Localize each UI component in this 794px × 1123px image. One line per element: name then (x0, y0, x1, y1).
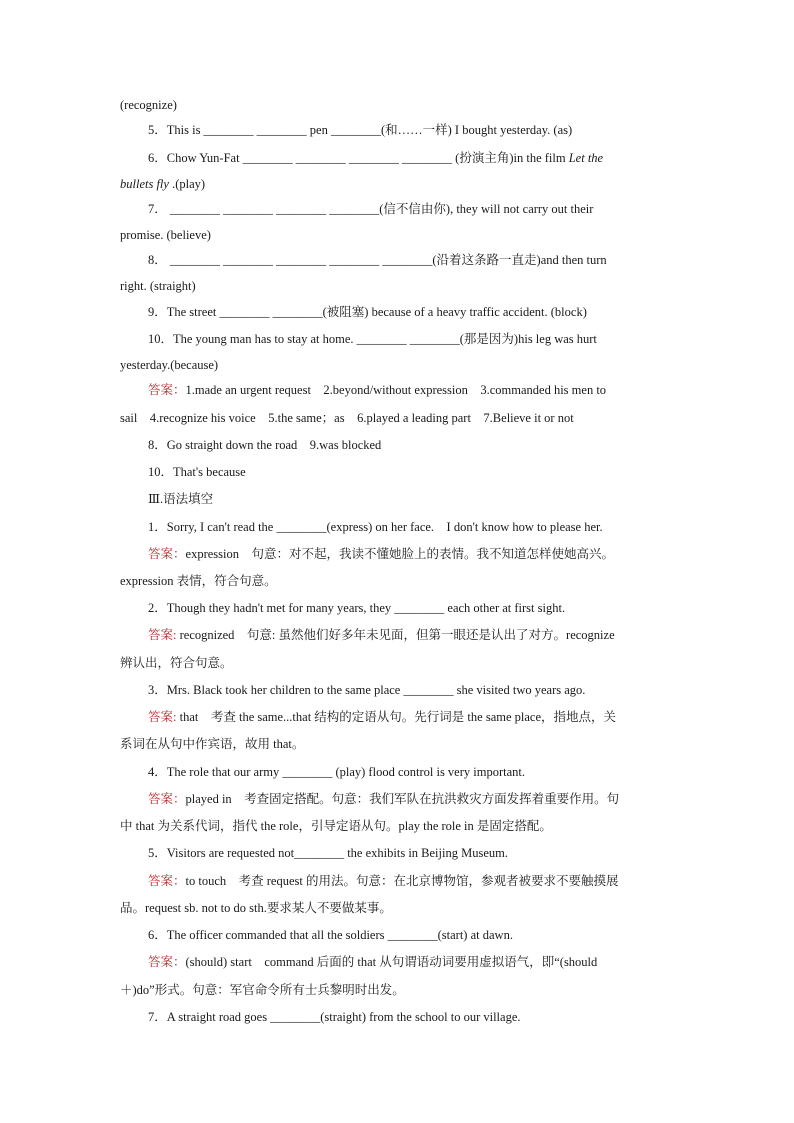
exercise-10: 10．The young man has to stay at home. ________ ________(那是因为)his leg was hurt (148, 332, 597, 346)
text-line: 中 that 为关系代词，指代 the role，引导定语从句。play the role in 是固定搭配。 (120, 819, 552, 833)
answer-text: recognized 句意: 虽然他们好多年未见面，但第一眼还是认出了对方。recognize (176, 628, 615, 642)
answer-text: played in 考查固定搭配。句意：我们军队在抗洪救灾方面发挥着重要作用。句 (185, 792, 620, 806)
text-line: 8．Go straight down the road 9.was blocked (148, 438, 382, 452)
text-line: 10．That's because (148, 465, 246, 479)
text-segment: .(play) (168, 177, 206, 191)
question-7: 7．A straight road goes ________(straight) from the school to our village. (148, 1010, 521, 1024)
text-segment: 6．Chow Yun-Fat ________ ________ ________ ________ (扮演主角)in the film (148, 151, 569, 165)
section-heading: Ⅲ.语法填空 (148, 492, 214, 506)
text-line: right. (straight) (120, 279, 196, 293)
text-line: sail 4.recognize his voice 5.the same；as 6.played a leading part 7.Believe it or not (120, 411, 574, 425)
exercise-9: 9．The street ________ ________(被阻塞) because of a heavy traffic accident. (block) (148, 305, 587, 319)
question-6: 6．The officer commanded that all the soldiers ________(start) at dawn. (148, 928, 513, 942)
text-line: (recognize) (120, 98, 177, 112)
film-title: Let the (568, 151, 604, 165)
exercise-6 (148, 150, 603, 166)
exercise-8: 8． ________ ________ ________ ________ ________(沿着这条路一直走)and then turn (148, 253, 607, 267)
answer-text: that 考查 the same...that 结构的定语从句。先行词是 the same place，指地点，关 (176, 710, 616, 724)
question-5: 5．Visitors are requested not________ the exhibits in Beijing Museum. (148, 846, 508, 860)
answer-text: expression 句意：对不起，我读不懂她脸上的表情。我不知道怎样使她高兴。 (185, 547, 614, 561)
answer-line (148, 791, 619, 807)
answer-label: 答案： (148, 874, 186, 888)
answer-label: 答案： (148, 792, 186, 806)
answer-line (148, 873, 618, 889)
answer-line (148, 627, 615, 643)
answer-line (148, 709, 616, 725)
text-line: yesterday.(because) (120, 358, 219, 372)
text-line: ＋)do”形式。句意：军官命令所有士兵黎明时出发。 (120, 983, 405, 997)
answer-text: 1.made an urgent request 2.beyond/without expression 3.commanded his men to (185, 383, 607, 397)
text-line: 辨认出，符合句意。 (120, 656, 233, 670)
text-line: 品。request sb. not to do sth.要求某人不要做某事。 (120, 901, 392, 915)
question-1: 1．Sorry, I can't read the ________(express) on her face. I don't know how to please her. (148, 520, 603, 534)
answer-line (148, 546, 614, 562)
text-line (120, 176, 205, 192)
answer-label: 答案: (148, 710, 177, 724)
answer-label: 答案： (148, 955, 186, 969)
answer-line (148, 954, 597, 970)
answer-text: to touch 考查 request 的用法。句意：在北京博物馆，参观者被要求不要触摸展 (185, 874, 619, 888)
film-title: bullets fly (120, 177, 169, 191)
question-4: 4．The role that our army ________ (play) flood control is very important. (148, 765, 525, 779)
exercise-5: 5．This is ________ ________ pen ________(和……一样) I bought yesterday. (as) (148, 123, 573, 137)
answer-label: 答案: (148, 628, 177, 642)
text-line: promise. (believe) (120, 228, 211, 242)
text-line: 系词在从句中作宾语，故用 that。 (120, 737, 305, 751)
text-line: expression 表情，符合句意。 (120, 574, 277, 588)
answer-label: 答案： (148, 383, 186, 397)
exercise-7: 7． ________ ________ ________ ________(信不信由你), they will not carry out their (148, 202, 594, 216)
answer-line (148, 382, 606, 398)
answer-label: 答案： (148, 547, 186, 561)
question-2: 2．Though they hadn't met for many years, they ________ each other at first sight. (148, 601, 566, 615)
question-3: 3．Mrs. Black took her children to the same place ________ she visited two years ago. (148, 683, 586, 697)
answer-text: (should) start command 后面的 that 从句谓语动词要用虚拟语气，即“(should (185, 955, 598, 969)
